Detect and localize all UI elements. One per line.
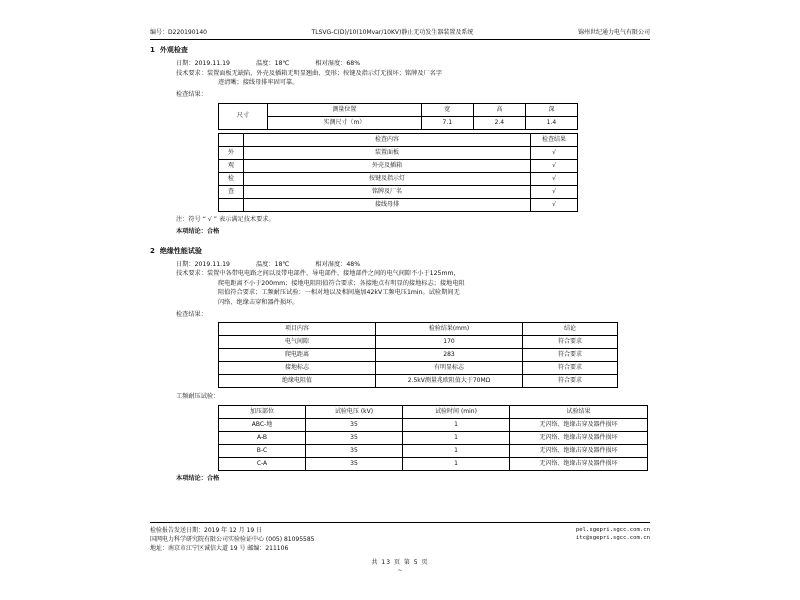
section2-requirement-line3: 阻值符合要求；工频耐压试验：一相对地以及相间施加42kV工频电压1min。试验期间无 [218, 289, 460, 297]
dimension-value-width: 7.1 [421, 116, 473, 129]
hv-test-table [218, 405, 648, 471]
hv-voltage-4: 35 [306, 457, 403, 470]
appearance-result-5: √ [531, 198, 578, 211]
page-number: 共 13 页 第 5 页 [371, 559, 429, 566]
hv-result-3: 无闪络、绝缘击穿及器件损坏 [510, 444, 648, 457]
table-row [219, 362, 618, 375]
table-row [219, 185, 578, 198]
dimension-row-label: 尺寸 [219, 103, 268, 129]
section2-body [150, 260, 650, 471]
section2-conclusion [150, 474, 650, 484]
footer-contact-block [576, 526, 650, 553]
dimension-header-width: 宽 [421, 103, 473, 116]
appearance-result-3: √ [531, 172, 578, 185]
appearance-side-blank [219, 133, 244, 146]
section2-heading [150, 246, 650, 257]
footer-mark: ~ [397, 567, 403, 574]
appearance-item-1: 装置面板 [244, 146, 531, 159]
hv-voltage-3: 35 [306, 444, 403, 457]
report-body [150, 28, 650, 484]
section2-conclusion-label: 本项结论： [176, 474, 207, 482]
section1-heading [150, 45, 650, 56]
section2-result-label: 检查结果： [176, 310, 207, 318]
insulation-item-2: 爬电距离 [219, 349, 376, 362]
insulation-item-4: 绝缘电阻值 [219, 375, 376, 388]
section1-requirement-line1: 装置面板无缺陷，外壳及插箱无明显翘曲、变形；按键及指示灯无损坏；铭牌及厂名字 [206, 69, 443, 77]
section1-date-value: 2019.11.19 [194, 60, 230, 68]
hv-result-1: 无闪络、绝缘击穿及器件损坏 [510, 418, 648, 431]
hv-header-position: 加压部位 [219, 405, 306, 418]
table-row [219, 444, 648, 457]
insulation-concl-1: 符合要求 [523, 336, 618, 349]
section2-requirement-line1: 装置中各带电电路之间以及带电部件、导电部件、接地部件之间的电气间隙不小于125mm， [206, 270, 460, 278]
appearance-side-char-3: 检 [219, 172, 244, 185]
section1-humidity-label: 相对湿度： [315, 60, 347, 68]
table-row [219, 336, 618, 349]
table-row [219, 172, 578, 185]
dimension-measure-label: 实测尺寸（m） [268, 116, 422, 129]
appearance-result-4: √ [531, 185, 578, 198]
section2-requirement-line2: 爬电距离不小于200mm；接地电阻阻值符合要求；各接地点有明显的接地标志；接地电阻 [218, 279, 465, 287]
hv-voltage-2: 35 [306, 431, 403, 444]
table-row [219, 457, 648, 470]
appearance-side-char-1: 外 [219, 146, 244, 159]
insulation-value-4: 2.5kV测量兆欧阻值大于70MΩ [376, 375, 523, 388]
document-footer [150, 522, 650, 574]
appearance-side-char-2: 观 [219, 159, 244, 172]
hv-time-3: 1 [403, 444, 510, 457]
hv-position-1: ABC-地 [219, 418, 306, 431]
section1-conditions [176, 59, 650, 69]
section1-conclusion-label: 本项结论： [176, 228, 207, 236]
appearance-header-item: 检查内容 [244, 133, 531, 146]
table-row [219, 146, 578, 159]
hv-result-4: 无闪络、绝缘击穿及器件损坏 [510, 457, 648, 470]
hv-header-time: 试验时间 (min) [403, 405, 510, 418]
dimension-table [218, 103, 578, 130]
document-header [150, 28, 650, 39]
section-insulation [150, 246, 650, 484]
table-row [219, 418, 648, 431]
hv-test-title: 工频耐压试验： [176, 393, 220, 401]
appearance-item-4: 铭牌及厂名 [244, 185, 531, 198]
insulation-value-3: 有明显标志 [376, 362, 523, 375]
company-name: 锦州世纪通力电气有限公司 [577, 29, 650, 36]
hv-header-result: 试验结果 [510, 405, 648, 418]
table-row [219, 405, 648, 418]
insulation-concl-2: 符合要求 [523, 349, 618, 362]
appearance-item-5: 接线母排 [244, 198, 531, 211]
dimension-value-depth: 1.4 [525, 116, 577, 129]
appearance-table [218, 133, 578, 212]
footer-email-1[interactable]: pel.sgepri.sgcc.com.cn [575, 527, 650, 533]
section1-requirement-line2: 迹清晰；接线母排牢固可靠。 [218, 79, 299, 87]
hv-position-2: A-B [219, 431, 306, 444]
hv-position-3: B-C [219, 444, 306, 457]
appearance-item-3: 按键及指示灯 [244, 172, 531, 185]
section2-requirement-line4: 闪络、绝缘击穿和器件损坏。 [218, 299, 299, 307]
table-row [219, 159, 578, 172]
section2-requirement [176, 269, 650, 279]
section2-title: 绝缘性能试验 [159, 246, 202, 255]
insulation-item-1: 电气间隙 [219, 336, 376, 349]
footer-organization: 国网电力科学研究院有限公司实验验证中心 (005) 81095585 [150, 536, 315, 543]
section2-conditions [176, 260, 650, 270]
section2-humidity-label: 相对湿度： [315, 260, 347, 268]
footer-address: 地址：南京市江宁区诚信大道 19 号 邮编：211106 [150, 545, 289, 552]
section1-note: 注：符号 “ √ ” 表示满足技术要求。 [176, 215, 275, 223]
footer-org-block [150, 526, 315, 553]
document-number: 编号：D220190140 [150, 29, 207, 36]
appearance-result-1: √ [531, 146, 578, 159]
header-divider [150, 39, 650, 40]
footer-email-2[interactable]: itc@sgepri.sgcc.com.cn [575, 535, 650, 542]
dimension-value-height: 2.4 [473, 116, 525, 129]
dimension-header-height: 高 [473, 103, 525, 116]
section1-requirement [176, 69, 650, 79]
hv-result-2: 无闪络、绝缘击穿及器件损坏 [510, 431, 648, 444]
section1-conclusion-value: 合格 [206, 228, 220, 236]
hv-position-4: C-A [219, 457, 306, 470]
table-row [219, 116, 578, 129]
section1-date-label: 日期： [176, 60, 195, 68]
table-row [219, 198, 578, 211]
table-row [219, 133, 578, 146]
section2-humidity-value: 48% [346, 260, 361, 268]
hv-time-4: 1 [403, 457, 510, 470]
insulation-value-1: 170 [376, 336, 523, 349]
section1-result-label: 检查结果： [176, 90, 207, 98]
hv-voltage-1: 35 [306, 418, 403, 431]
section1-body [150, 59, 650, 211]
appearance-result-2: √ [531, 159, 578, 172]
insulation-concl-4: 符合要求 [523, 375, 618, 388]
insulation-value-2: 283 [376, 349, 523, 362]
document-title: TLSVG-C(D)/10(10Mvar/10KV)静止无功发生器装置及系统 [311, 29, 474, 36]
section1-number: 1 [150, 46, 155, 55]
insulation-header-value: 检验结果(mm) [376, 323, 523, 336]
table-row [219, 431, 648, 444]
section1-temp-value: 18℃ [274, 60, 290, 68]
section1-requirement-label: 技术要求： [176, 69, 207, 77]
appearance-side-blank-2 [219, 198, 244, 211]
hv-time-2: 1 [403, 431, 510, 444]
section1-humidity-value: 68% [346, 60, 361, 68]
section1-conclusion [150, 227, 650, 237]
section1-title: 外观检查 [159, 46, 188, 55]
section2-temp-label: 温度： [256, 260, 275, 268]
section1-temp-label: 温度： [256, 60, 275, 68]
section2-number: 2 [150, 246, 155, 255]
footer-divider [150, 522, 650, 523]
appearance-item-2: 外壳及插箱 [244, 159, 531, 172]
dimension-header-depth: 深 [525, 103, 577, 116]
table-row [219, 375, 618, 388]
appearance-header-result: 检查结果 [531, 133, 578, 146]
insulation-table [218, 322, 618, 388]
table-row [219, 323, 618, 336]
section2-temp-value: 18℃ [274, 260, 290, 268]
section2-conclusion-value: 合格 [206, 474, 220, 482]
table-row [219, 349, 618, 362]
section-appearance [150, 45, 650, 237]
insulation-item-3: 接地标志 [219, 362, 376, 375]
appearance-side-char-4: 查 [219, 185, 244, 198]
dimension-header-position: 测量位置 [268, 103, 422, 116]
insulation-header-item: 项目内容 [219, 323, 376, 336]
hv-header-voltage: 试验电压 (kV) [306, 405, 403, 418]
section2-date-value: 2019.11.19 [194, 260, 230, 268]
section2-requirement-label: 技术要求： [176, 270, 207, 278]
table-row [219, 103, 578, 116]
footer-issue-date: 检验报告发送日期：2019 年 12 月 19 日 [150, 527, 263, 534]
insulation-concl-3: 符合要求 [523, 362, 618, 375]
section2-date-label: 日期： [176, 260, 195, 268]
insulation-header-conclusion: 结论 [523, 323, 618, 336]
hv-time-1: 1 [403, 418, 510, 431]
